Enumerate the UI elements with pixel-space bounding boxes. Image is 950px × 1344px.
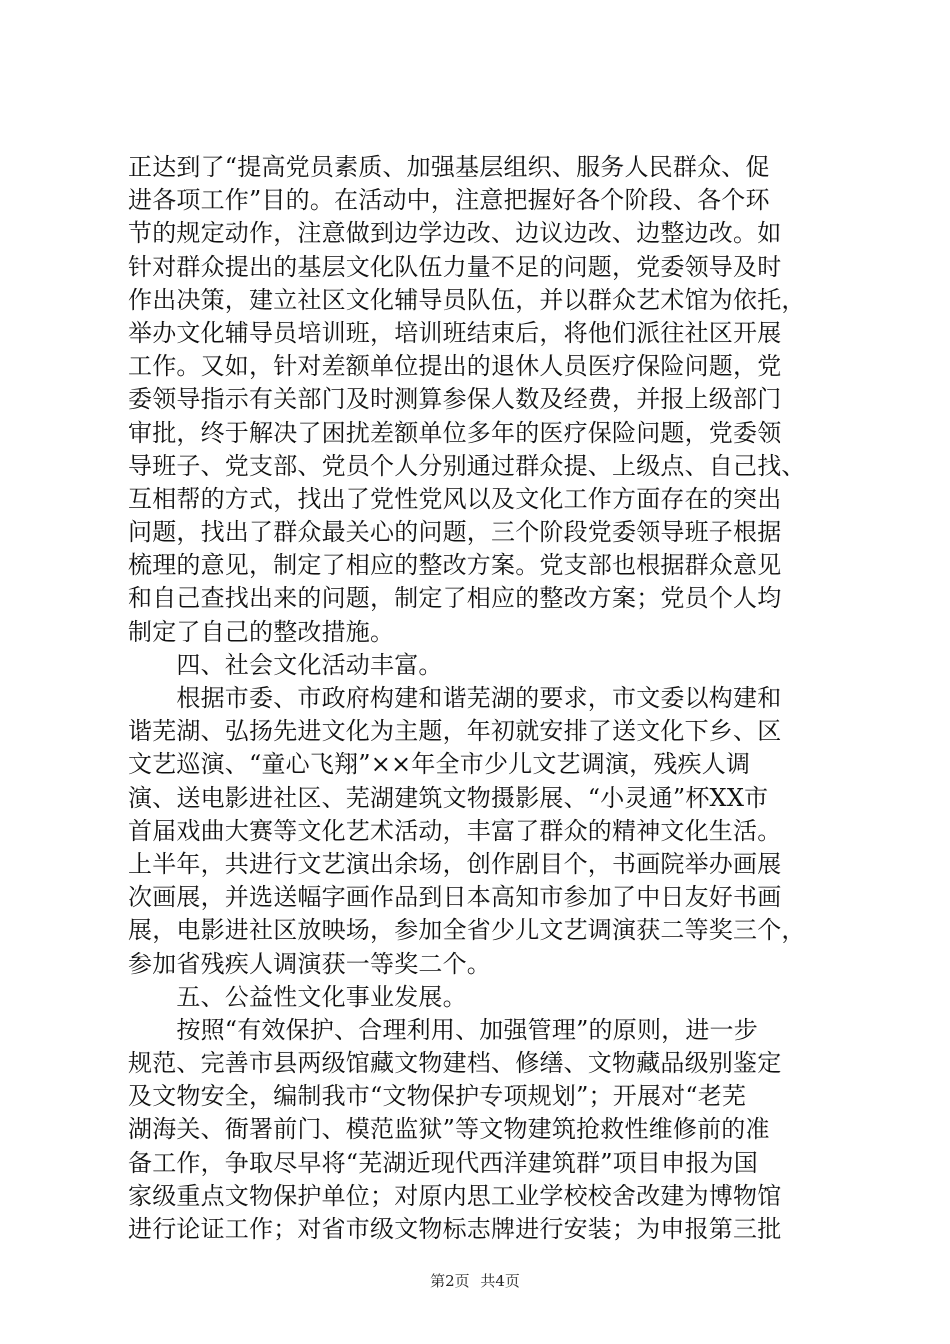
text-line: 规范、完善市县两级馆藏文物建档、修缮、文物藏品级别鉴定 [128, 1049, 782, 1078]
document-body [128, 151, 863, 1246]
text-line: 正达到了“提高党员素质、加强基层组织、服务人民群众、促 [128, 153, 770, 181]
text-line: 文艺巡演、“童心飞翔”××年全市少儿文艺调演，残疾人调 [128, 750, 751, 779]
text-line: 互相帮的方式，找出了党性党风以及文化工作方面存在的突出 [128, 484, 782, 513]
text-line: 按照“有效保护、合理利用、加强管理”的原则，进一步 [128, 1015, 758, 1044]
page-number: 第2页 [430, 1272, 470, 1290]
text-line: 首届戏曲大赛等文化艺术活动，丰富了群众的精神文化生活。 [128, 816, 782, 845]
text-line: 上半年，共进行文艺演出余场，创作剧目个，书画院举办画展 [128, 849, 782, 878]
text-line: 四、社会文化活动丰富。 [128, 650, 443, 679]
text-line: 湖海关、衙署前门、模范监狱”等文物建筑抢救性维修前的准 [128, 1115, 770, 1144]
text-line: 参加省残疾人调演获一等奖二个。 [128, 949, 491, 978]
text-line: 及文物安全，编制我市“文物保护专项规划”；开展对“老芜 [128, 1082, 747, 1111]
text-line: 和自己查找出来的问题，制定了相应的整改方案；党员个人均 [128, 584, 782, 613]
text-line: 五、公益性文化事业发展。 [128, 982, 467, 1011]
text-line: 针对群众提出的基层文化队伍力量不足的问题，党委领导及时 [128, 252, 782, 281]
text-line: 演、送电影进社区、芜湖建筑文物摄影展、“小灵通”杯XX市 [128, 783, 769, 812]
text-line: 委领导指示有关部门及时测算参保人数及经费，并报上级部门 [128, 385, 782, 414]
page-footer [0, 1271, 950, 1291]
text-line: 作出决策，建立社区文化辅导员队伍，并以群众艺术馆为依托， [128, 285, 806, 314]
text-line: 家级重点文物保护单位；对原内思工业学校校舍改建为博物馆 [128, 1181, 782, 1210]
text-line: 进各项工作”目的。在活动中，注意把握好各个阶段、各个环 [128, 186, 770, 215]
page-total: 共4页 [480, 1272, 520, 1290]
text-line: 问题，找出了群众最关心的问题，三个阶段党委领导班子根据 [128, 518, 782, 547]
text-line: 导班子、党支部、党员个人分别通过群众提、上级点、自己找、 [128, 451, 806, 480]
text-line: 根据市委、市政府构建和谐芜湖的要求，市文委以构建和 [128, 684, 782, 712]
text-line: 展，电影进社区放映场，参加全省少儿文艺调演获二等奖三个， [128, 916, 806, 945]
text-line: 备工作，争取尽早将“芜湖近现代西洋建筑群”项目申报为国 [128, 1148, 758, 1177]
text-line: 梳理的意见，制定了相应的整改方案。党支部也根据群众意见 [128, 551, 782, 580]
text-line: 次画展，并选送幅字画作品到日本高知市参加了中日友好书画 [128, 883, 782, 912]
text-line: 进行论证工作；对省市级文物标志牌进行安装；为申报第三批 [128, 1215, 782, 1243]
text-line: 举办文化辅导员培训班，培训班结束后，将他们派往社区开展 [128, 318, 782, 347]
text-line: 制定了自己的整改措施。 [128, 617, 395, 646]
text-line: 审批，终于解决了困扰差额单位多年的医疗保险问题，党委领 [128, 418, 782, 447]
text-line: 谐芜湖、弘扬先进文化为主题，年初就安排了送文化下乡、区 [128, 717, 782, 746]
text-line: 工作。又如，针对差额单位提出的退休人员医疗保险问题，党 [128, 352, 782, 381]
text-line: 节的规定动作，注意做到边学边改、边议边改、边整边改。如 [128, 219, 782, 248]
